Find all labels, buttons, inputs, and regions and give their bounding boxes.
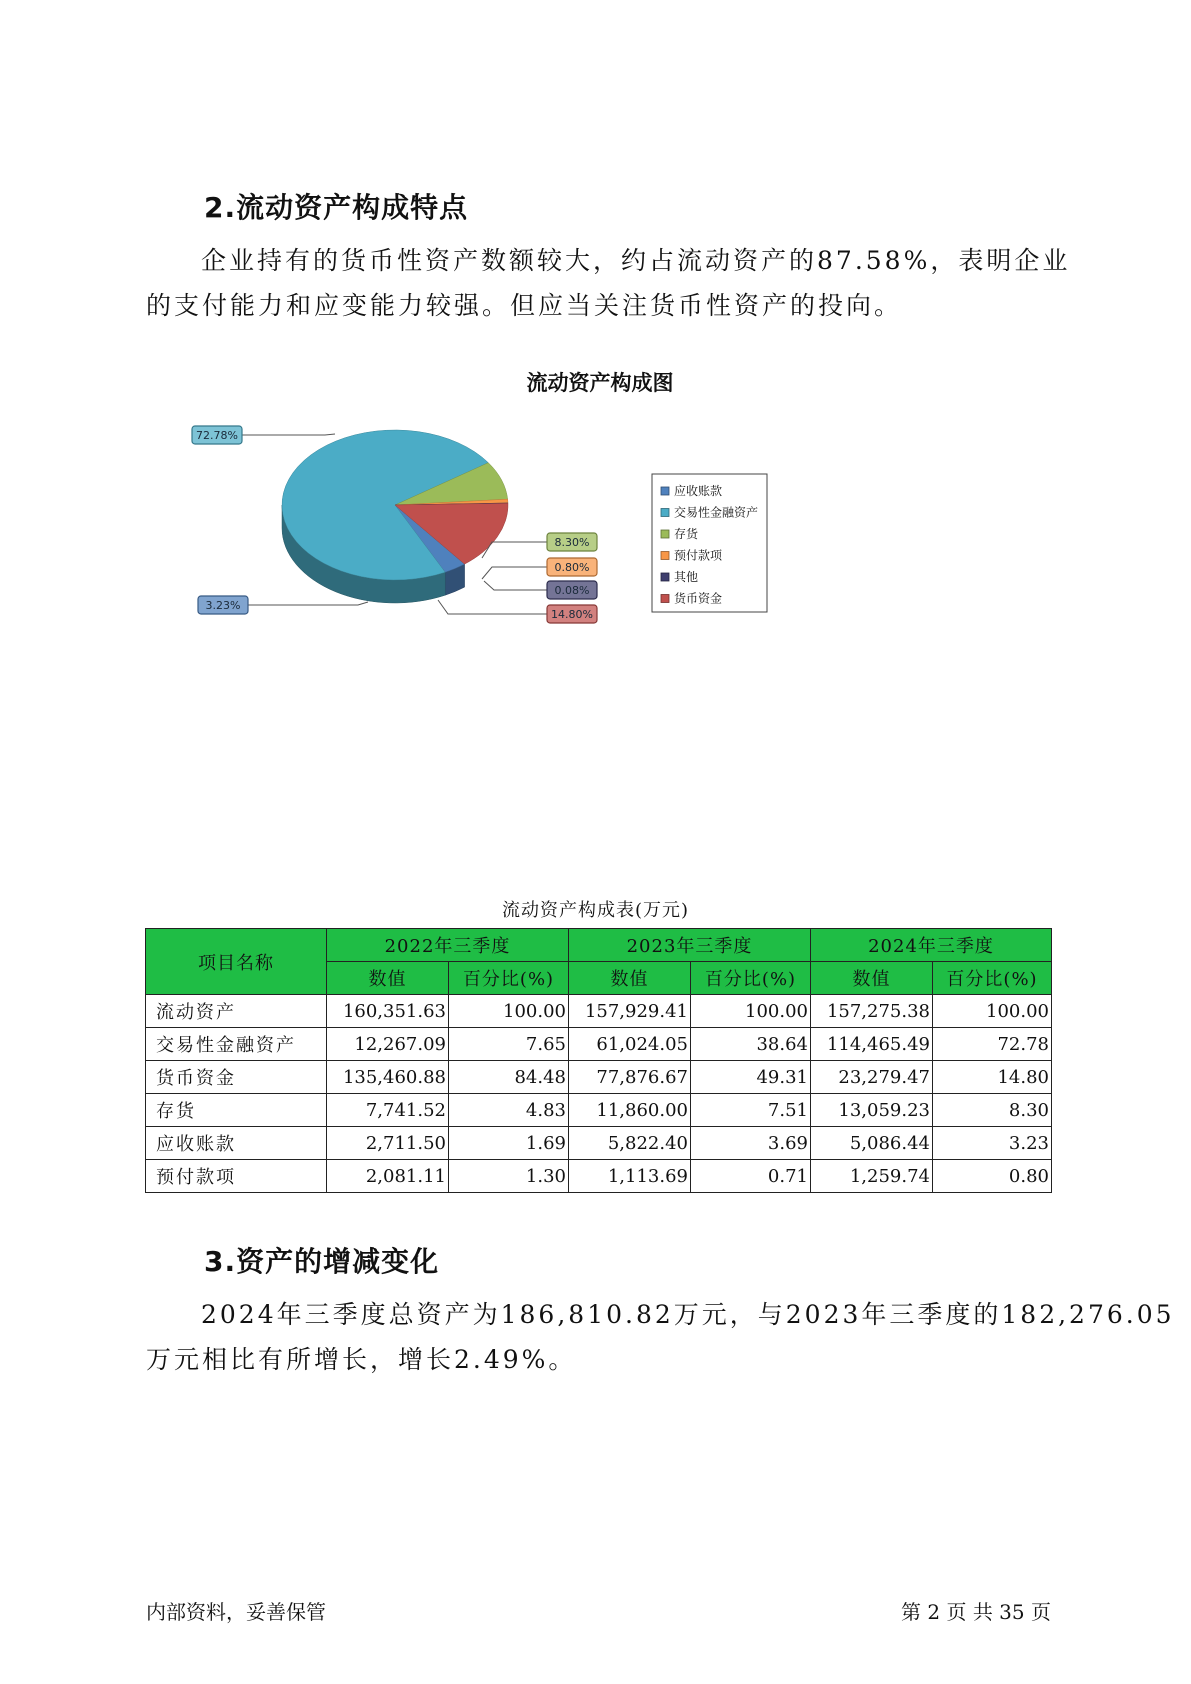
legend-swatch (661, 595, 669, 603)
legend-entry: 货币资金 (674, 591, 723, 606)
column-header-percent: 百分比(%) (449, 962, 569, 995)
table-row (146, 1061, 1052, 1094)
value-cell: 7,741.52 (327, 1094, 449, 1127)
table-row (146, 995, 1052, 1028)
footer-left: 内部资料，妥善保管 (146, 1600, 326, 1624)
callout-label: 8.30% (554, 536, 590, 549)
paragraph-line: 的支付能力和应变能力较强。但应当关注货币性资产的投向。 (146, 291, 903, 320)
legend-entry: 交易性金融资产 (674, 505, 759, 520)
callout-leader-line (438, 600, 547, 614)
value-cell: 135,460.88 (327, 1061, 449, 1094)
percent-cell: 0.80 (933, 1160, 1052, 1193)
value-cell: 157,275.38 (811, 995, 933, 1028)
callout-label: 72.78% (196, 429, 238, 442)
value-cell: 11,860.00 (569, 1094, 691, 1127)
callout-leader-line (242, 434, 335, 435)
row-label: 应收账款 (146, 1127, 327, 1160)
value-cell: 114,465.49 (811, 1028, 933, 1061)
pie-top-face (282, 430, 508, 580)
percent-cell: 100.00 (691, 995, 811, 1028)
column-header-period: 2023年三季度 (569, 929, 811, 962)
percent-cell: 72.78 (933, 1028, 1052, 1061)
row-label: 预付款项 (146, 1160, 327, 1193)
row-label: 交易性金融资产 (146, 1028, 327, 1061)
percent-cell: 100.00 (449, 995, 569, 1028)
callout-label: 0.80% (554, 561, 590, 574)
value-cell: 1,113.69 (569, 1160, 691, 1193)
percent-cell: 1.69 (449, 1127, 569, 1160)
value-cell: 2,711.50 (327, 1127, 449, 1160)
legend-swatch (661, 552, 669, 560)
column-header-period: 2024年三季度 (811, 929, 1052, 962)
paragraph-line: 万元相比有所增长，增长2.49%。 (146, 1345, 577, 1374)
table-row (146, 1028, 1052, 1061)
percent-cell: 8.30 (933, 1094, 1052, 1127)
percent-cell: 38.64 (691, 1028, 811, 1061)
callout-label: 0.08% (554, 584, 590, 597)
table-caption: 流动资产构成表(万元) (501, 900, 690, 921)
value-cell: 5,086.44 (811, 1127, 933, 1160)
value-cell: 1,259.74 (811, 1160, 933, 1193)
callout-leader-line (482, 567, 547, 579)
row-label: 存货 (146, 1094, 327, 1127)
percent-cell: 4.83 (449, 1094, 569, 1127)
value-cell: 12,267.09 (327, 1028, 449, 1061)
value-cell: 13,059.23 (811, 1094, 933, 1127)
percent-cell: 7.65 (449, 1028, 569, 1061)
row-label: 货币资金 (146, 1061, 327, 1094)
legend-entry: 存货 (674, 527, 699, 541)
percent-cell: 84.48 (449, 1061, 569, 1094)
value-cell: 77,876.67 (569, 1061, 691, 1094)
percent-cell: 1.30 (449, 1160, 569, 1193)
legend-entry: 其他 (674, 570, 699, 584)
row-label: 流动资产 (146, 995, 327, 1028)
column-header-percent: 百分比(%) (933, 962, 1052, 995)
column-header-value: 数值 (811, 962, 933, 995)
percent-cell: 14.80 (933, 1061, 1052, 1094)
percent-cell: 3.23 (933, 1127, 1052, 1160)
paragraph-line: 2024年三季度总资产为186,810.82万元，与2023年三季度的182,276.05 (201, 1300, 1175, 1329)
section-3-heading: 3.资产的增减变化 (204, 1245, 440, 1278)
value-cell: 2,081.11 (327, 1160, 449, 1193)
legend-entry: 应收账款 (674, 484, 723, 498)
chart-legend (652, 474, 767, 612)
column-header-item: 项目名称 (146, 929, 327, 995)
table-row (146, 1094, 1052, 1127)
percent-cell: 7.51 (691, 1094, 811, 1127)
section-3-paragraph (146, 1292, 1175, 1382)
percent-cell: 49.31 (691, 1061, 811, 1094)
legend-entry: 预付款项 (674, 548, 723, 563)
callout-leader-line (482, 542, 547, 558)
callout-label: 14.80% (551, 608, 593, 621)
legend-swatch (661, 530, 669, 538)
table-row (146, 1160, 1052, 1193)
legend-swatch (661, 509, 669, 517)
current-assets-table (145, 928, 1052, 1193)
value-cell: 157,929.41 (569, 995, 691, 1028)
column-header-value: 数值 (327, 962, 449, 995)
legend-swatch (661, 573, 669, 581)
percent-cell: 100.00 (933, 995, 1052, 1028)
legend-swatch (661, 487, 669, 495)
footer-page-number: 第 2 页 共 35 页 (901, 1600, 1051, 1624)
column-header-percent: 百分比(%) (691, 962, 811, 995)
value-cell: 23,279.47 (811, 1061, 933, 1094)
column-header-value: 数值 (569, 962, 691, 995)
chart-title: 流动资产构成图 (526, 371, 674, 395)
table-row (146, 1127, 1052, 1160)
percent-cell: 3.69 (691, 1127, 811, 1160)
paragraph-line: 企业持有的货币性资产数额较大，约占流动资产的87.58%，表明企业 (201, 246, 1071, 275)
callout-leader-line (484, 581, 547, 590)
percent-cell: 0.71 (691, 1160, 811, 1193)
column-header-period: 2022年三季度 (327, 929, 569, 962)
section-2-paragraph (146, 238, 1071, 328)
value-cell: 160,351.63 (327, 995, 449, 1028)
current-assets-pie-chart (190, 360, 850, 690)
table-body (146, 995, 1052, 1193)
value-cell: 5,822.40 (569, 1127, 691, 1160)
value-cell: 61,024.05 (569, 1028, 691, 1061)
callout-label: 3.23% (205, 599, 241, 612)
callout-leader-line (248, 602, 368, 605)
section-2-heading: 2.流动资产构成特点 (204, 191, 469, 224)
